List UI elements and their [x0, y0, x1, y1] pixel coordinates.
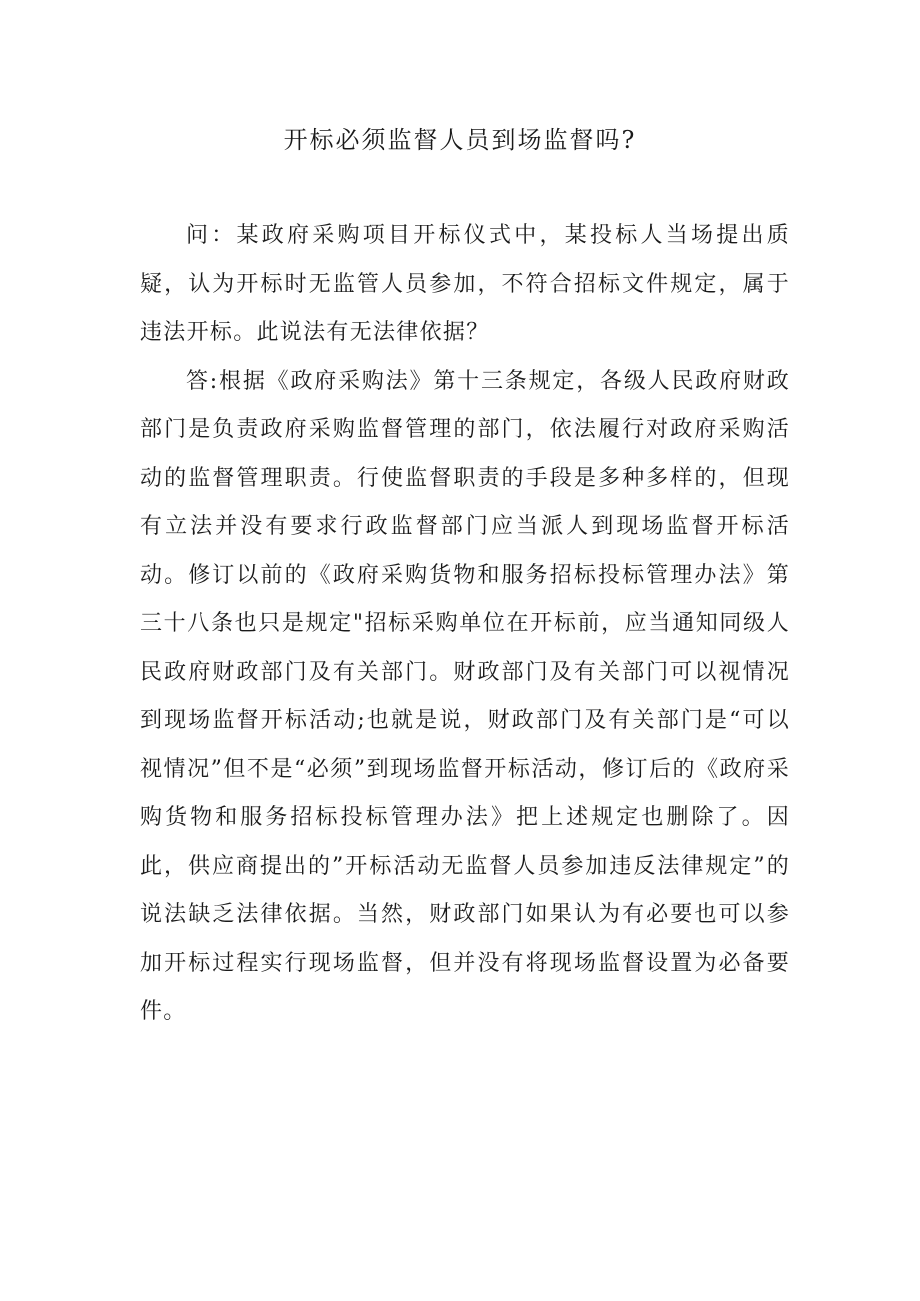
document-title: 开标必须监督人员到场监督吗? [283, 126, 637, 154]
document-body [140, 212, 790, 1037]
question-paragraph: 问：某政府采购项目开标仪式中，某投标人当场提出质疑，认为开标时无监管人员参加，不符合招标文件规定，属于违法开标。此说法有无法律依据？ [140, 223, 790, 345]
answer-paragraph: 答:根据《政府采购法》第十三条规定，各级人民政府财政部门是负责政府采购监督管理的部门，依法履行对政府采购活动的监督管理职责。行使监督职责的手段是多种多样的，但现有立法并没有要求行政监督部门应当派人到现场监督开标活动。修订以前的《政府采购货物和服务招标投标管理办法》第三十八条也只是规定"招标采购单位在开标前，应当通知同级人民政府财政部门及有关部门。财政部门及有关部门可以视情况到现场监督开标活动;也就是说，财政部门及有关部门是“可以视情况”但不是“必须”到现场监督开标活动，修订后的《政府采购货物和服务招标投标管理办法》把上述规定也删除了。因此，供应商提出的”开标活动无监督人员参加违反法律规定”的说法缺乏法律依据。当然，财政部门如果认为有必要也可以参加开标过程实行现场监督，但并没有将现场监督设置为必备要件。 [140, 368, 790, 1024]
